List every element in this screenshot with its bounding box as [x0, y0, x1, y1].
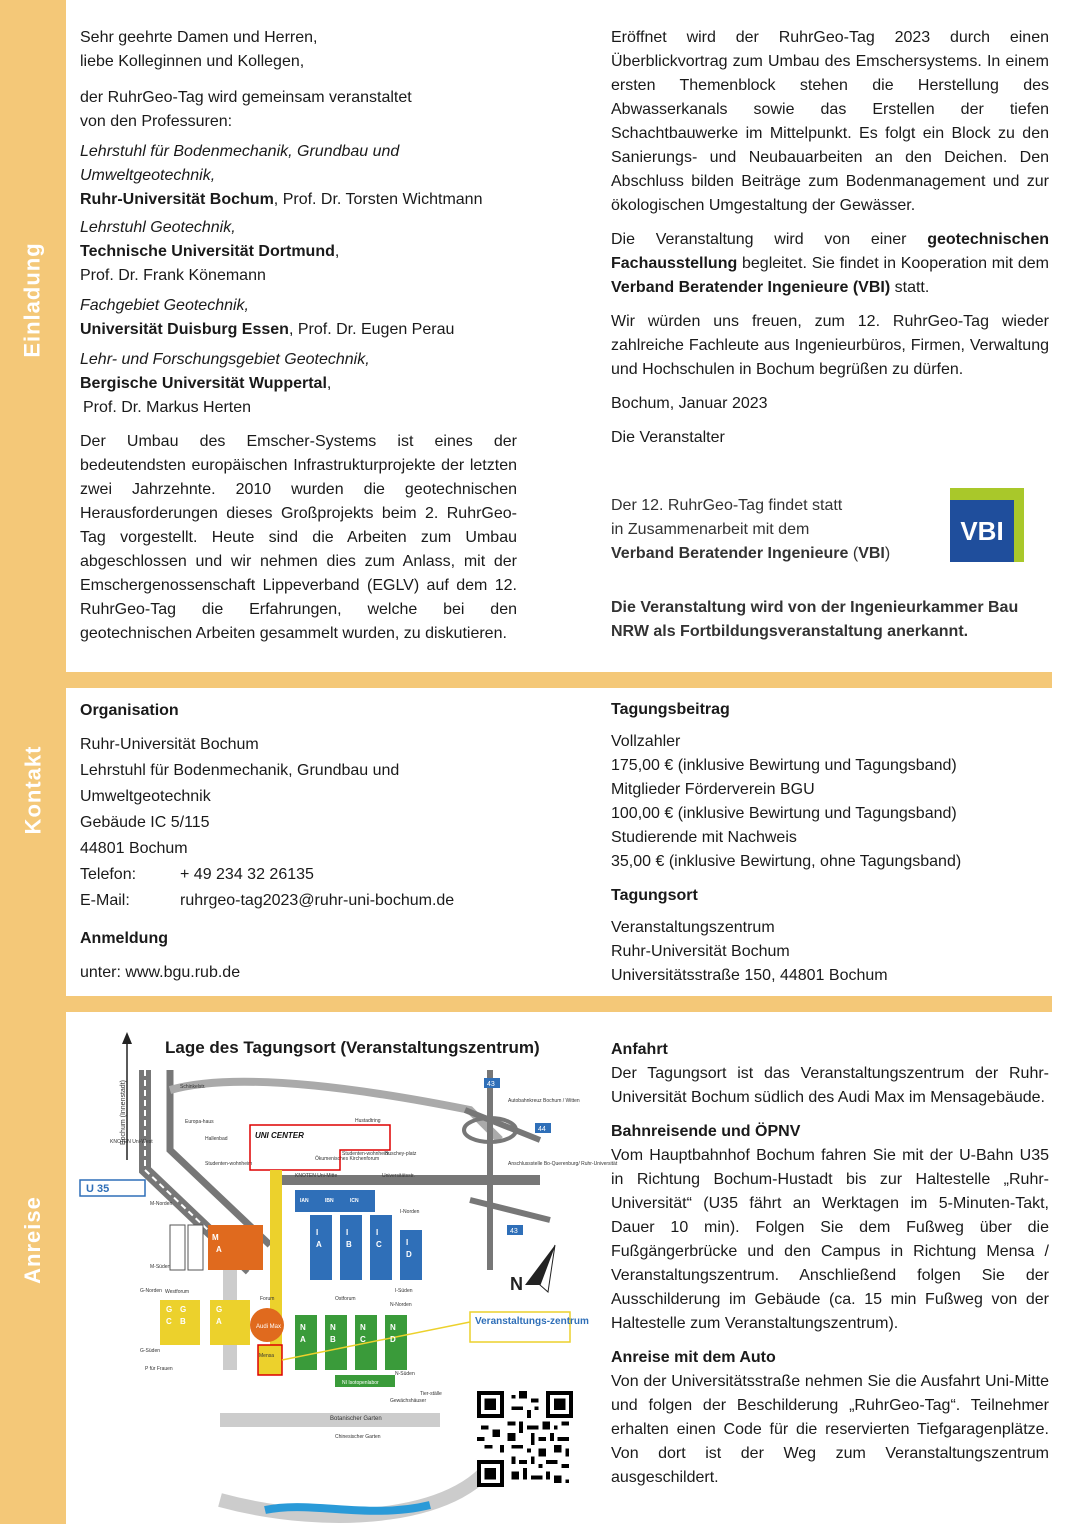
chair-3-uni: Universität Duisburg Essen, Prof. Dr. Eugen Perau [80, 321, 455, 338]
overview-paragraph: Eröffnet wird der RuhrGeo-Tag 2023 durch einen Überblickvortrag zum Umbau des Emschersystems. In einem ersten Themenblock stehen die Herstellung des Abwasserkanals sowie das Erstellen der tiefen Schachtbauwerke im Mittelpunkt. Es folgt ein Block zu den Sanierungs- und Neubauarbeiten an den Deichen. Den Abschluss bilden Beiträge zum Bodenmanagement und zur ökologischen Umgestaltung der Gewässer. [611, 29, 1049, 214]
fee-line-6: 35,00 € (inklusive Bewirtung, ohne Tagungsband) [611, 853, 962, 870]
fee-line-5: Studierende mit Nachweis [611, 829, 797, 846]
venue-line-2: Ruhr-Universität Bochum [611, 943, 790, 960]
map-building-letter: ICN [350, 1198, 359, 1204]
phone-number[interactable]: + 49 234 32 26135 [180, 866, 314, 883]
map-building-letter: I [346, 1228, 349, 1237]
map-isotopenlabor-label: NI Isotopenlabor [342, 1380, 379, 1386]
map-chinesischer-garten: Chinesischer Garten [335, 1434, 381, 1440]
map-p-fuer-frauen: P für Frauen [145, 1366, 173, 1372]
map-uni-center: UNI CENTER [255, 1131, 304, 1140]
map-westforum: Westforum [165, 1289, 190, 1295]
org-line-1: Ruhr-Universität Bochum [80, 736, 259, 753]
map-building-letter: U [174, 1233, 180, 1242]
map-building-letter: I [376, 1228, 379, 1237]
map-building-letter: N [390, 1323, 396, 1332]
greeting-line-2: liebe Kolleginnen und Kollegen, [80, 53, 305, 70]
map-building-letter: M [212, 1233, 219, 1242]
map-studentenwohnheim-2: Studenten-wohnheim [205, 1161, 253, 1167]
exhibition-paragraph: Die Veranstaltung wird von einer geotechnischen Fachausstellung begleitet. Sie findet in Kooperation mit dem Verband Beratender Ingenieure (VBI) statt. [611, 231, 1049, 296]
greeting-line-1: Sehr geehrte Damen und Herren, [80, 29, 318, 46]
section-divider-kontakt [66, 672, 1052, 688]
map-building-letter: C [360, 1335, 366, 1344]
train-text: Vom Hauptbahnhof Bochum fahren Sie mit der U-Bahn U35 in Richtung Bochum-Hustadt bis zur Haltestelle „Ruhr-Universität“ (U35 fährt an Werktagen im 5-Minuten-Takt, Dauer 10 min). Folgen Sie dem Fußweg über die Fußgängerbrücke und den Campus in Richtung Mensa / Veranstaltungszentrum. Anschließend folgen Sie der Ausschilderung im Gebäude (ca. 15 min Fußweg von der Haltestelle zum Veranstaltungszentrum). [611, 1147, 1049, 1332]
map-i-norden: I-Norden [400, 1209, 420, 1215]
map-venue-label: Veranstaltungs-zentrum [475, 1316, 589, 1327]
chair-2: Lehrstuhl Geotechnik, [80, 219, 236, 236]
arrival-text: Der Tagungsort ist das Veranstaltungszentrum der Ruhr-Universität Bochum südlich des Audi Max im Mensagebäude. [611, 1065, 1049, 1106]
chair-4-prof: Prof. Dr. Markus Herten [83, 399, 252, 416]
vbi-cooperation [611, 494, 941, 566]
map-building-letter: C [376, 1240, 382, 1249]
section-label-kontakt: Kontakt [20, 745, 46, 835]
car-text: Von der Universitätsstraße nehmen Sie die Ausfahrt Uni-Mitte und folgen der Beschilderung „RuhrGeo-Tag“. Teilnehmer erhalten einen Code für die reservierten Tiefgaragenplätze. Von dort ist der Weg zum Veranstaltungszentrum ausgeschildert. [611, 1373, 1049, 1486]
chair-3: Fachgebiet Geotechnik, [80, 297, 249, 314]
map-north-label: N [510, 1274, 523, 1294]
map-street-left: Bochum (Innenstadt) [120, 1080, 127, 1145]
section-label-anreise: Anreise [20, 1196, 45, 1284]
map-knoten-west: KNOTEN Uni-West [110, 1139, 153, 1145]
phone-row: Telefon: + 49 234 32 26135 [80, 862, 560, 888]
map-building-letter: T [174, 1245, 179, 1254]
arrival-heading: Anfahrt [611, 1041, 668, 1058]
map-knoten-mitte: KNOTEN Uni-Mitte [295, 1173, 338, 1179]
map-g-sueden: G-Süden [140, 1348, 161, 1354]
map-building-na [295, 1315, 317, 1370]
org-line-3: Umweltgeotechnik [80, 788, 211, 805]
map-venue-marker [258, 1345, 282, 1375]
anreise-column [611, 1038, 1049, 1490]
einladung-left-column [80, 26, 517, 646]
vbi-logo: VBI [950, 488, 1024, 562]
fee-block [611, 698, 1056, 988]
org-line-2: Lehrstuhl für Bodenmechanik, Grundbau und [80, 762, 400, 779]
venue-line-3: Universitätsstraße 150, 44801 Bochum [611, 967, 888, 984]
organisation-block [80, 698, 560, 986]
map-audimax-label: Audi Max [256, 1324, 282, 1330]
map-hustadtring: Hustadtring [355, 1118, 381, 1124]
map-mensa: Mensa [259, 1353, 275, 1359]
signature-line: Die Veranstalter [611, 429, 725, 446]
map-lake [265, 1505, 430, 1511]
intro-line-2: von den Professuren: [80, 113, 233, 130]
chair-4-uni: Bergische Universität Wuppertal, [80, 375, 332, 392]
map-building-nb [325, 1315, 347, 1370]
map-building-nd [385, 1315, 407, 1370]
map-title: Lage des Tagungsort (Veranstaltungszentrum) [165, 1038, 540, 1057]
map-ostforum: Ostforum [335, 1296, 356, 1302]
fee-heading: Tagungsbeitrag [611, 701, 730, 718]
einladung-right-column [611, 26, 1049, 450]
map-n-norden-east: N-Norden [390, 1302, 412, 1308]
map-north-arrow [525, 1245, 555, 1285]
map-m-sueden: M-Süden [150, 1264, 171, 1270]
fee-line-3: Mitglieder Förderverein BGU [611, 781, 815, 798]
map-building-letter: B [180, 1317, 186, 1326]
map-n-sueden-east: N-Süden [395, 1371, 415, 1377]
map-forum: Forum [260, 1296, 275, 1302]
map-building-letter: C [166, 1317, 172, 1326]
map-a44: 44 [538, 1126, 546, 1133]
org-line-5: 44801 Bochum [80, 840, 188, 857]
map-g-norden: G-Norden [140, 1288, 162, 1294]
vbi-line-3: Verband Beratender Ingenieure (VBI) [611, 545, 891, 562]
fee-line-4: 100,00 € (inklusive Bewirtung und Tagungsband) [611, 805, 957, 822]
organisation-heading: Organisation [80, 702, 179, 719]
map-road-2 [170, 1070, 270, 1245]
welcome-paragraph: Wir würden uns freuen, zum 12. RuhrGeo-Tag wieder zahlreiche Fachleute aus Ingenieurbüros, Firmen, Verwaltung und Hochschulen in Bochum begrüßen zu dürfen. [611, 313, 1049, 378]
map-building-letter: N [330, 1323, 336, 1332]
map-building-letter: Z [192, 1233, 197, 1242]
map-building-letter: A [216, 1245, 222, 1254]
email-link[interactable]: ruhrgeo-tag2023@ruhr-uni-bochum.de [180, 892, 455, 909]
map-anschlussstelle: Anschlussstelle Bo-Querenburg/ Ruhr-Universität [508, 1161, 618, 1167]
map-building-letter: IBN [325, 1198, 334, 1204]
venue-line-1: Veranstaltungszentrum [611, 919, 775, 936]
map-autobahnkreuz: Autobahnkreuz Bochum / Witten [508, 1098, 580, 1104]
map-building-letter: G [180, 1305, 187, 1314]
map-studentenwohnheim: Studenten-wohnheim [342, 1151, 390, 1157]
registration-link[interactable]: unter: www.bgu.rub.de [80, 964, 241, 981]
train-heading: Bahnreisende und ÖPNV [611, 1123, 801, 1140]
map-m-norden: M-Norden [150, 1201, 173, 1207]
map-building-letter: B [346, 1240, 352, 1249]
map-schinkelstr: Schinkelstr. [180, 1084, 206, 1090]
map-road-hustadtring [170, 1082, 500, 1140]
map-buscheyplatz: Buschey-platz [385, 1151, 417, 1157]
chair-4: Lehr- und Forschungsgebiet Geotechnik, [80, 351, 370, 368]
map-campus-ring [220, 1270, 500, 1516]
section-label-einladung: Einladung [20, 242, 46, 358]
map-u35: U 35 [86, 1183, 110, 1195]
intro-line-1: der RuhrGeo-Tag wird gemeinsam veranstaltet [80, 89, 412, 106]
map-i-sueden: I-Süden [395, 1288, 413, 1294]
chair-1-uni: Ruhr-Universität Bochum, Prof. Dr. Torsten Wichtmann [80, 191, 483, 208]
map-building-letter: IAN [300, 1198, 309, 1204]
map-arrow-head [122, 1032, 132, 1044]
map-building-letter: G [216, 1305, 223, 1314]
map-building-letter: G [166, 1305, 173, 1314]
car-heading: Anreise mit dem Auto [611, 1349, 776, 1366]
recognition-note: Die Veranstaltung wird von der Ingenieurkammer Bau NRW als Fortbildungsveranstaltung anerkannt. [611, 599, 1019, 640]
chair-1: Lehrstuhl für Bodenmechanik, Grundbau und Umweltgeotechnik, [80, 143, 400, 184]
map-a43-bottom: 43 [510, 1228, 518, 1235]
chair-2-prof: Prof. Dr. Frank Könemann [80, 267, 266, 284]
map-a43-top: 43 [487, 1081, 495, 1088]
map-oekumenisches: Ökumenisches Kirchenforum [315, 1156, 380, 1162]
map-building-letter: A [316, 1240, 322, 1249]
map-building-letter: I [316, 1228, 319, 1237]
map-gewaechshaeuser: Gewächshäuser [390, 1398, 427, 1404]
date-line: Bochum, Januar 2023 [611, 395, 768, 412]
map-building-letter: D [406, 1250, 412, 1259]
map-building-letter: N [360, 1323, 366, 1332]
map-building-letter: R [192, 1245, 198, 1254]
map-hallenbad: Hallenbad [205, 1136, 228, 1142]
map-building-letter: D [390, 1335, 396, 1344]
org-line-4: Gebäude IC 5/115 [80, 814, 210, 831]
map-europahaus: Europa-haus [185, 1119, 214, 1125]
venue-heading: Tagungsort [611, 887, 698, 904]
qr-code[interactable] [477, 1391, 573, 1487]
map-building-letter: I [406, 1238, 409, 1247]
map-building-letter: B [330, 1335, 336, 1344]
map-building-letter: C [174, 1257, 180, 1266]
section-divider-anreise [66, 996, 1052, 1012]
emscher-paragraph: Der Umbau des Emscher-Systems ist eines der bedeutendsten europäischen Infrastrukturprojekte der letzten zwei Jahrzehnte. 2010 wurden die geotechnischen Herausforderungen dieses Großprojekts beim 2. RuhrGeo-Tag vorgestellt. Heute sind die Arbeiten zum Umbau abgeschlossen und wir nehmen dies zum Anlass, mit der Emschergenossenschaft Lippeverband (EGLV) auf dem 12. RuhrGeo-Tag die Erfahrungen, welche bei den geotechnischen Arbeiten gesammelt wurden, zu diskutieren. [80, 433, 517, 642]
map-building-letter: A [300, 1335, 306, 1344]
map-building-letter: A [216, 1317, 222, 1326]
map-tierstaelle: Tier-ställe [420, 1391, 442, 1397]
map-building-letter: N [300, 1323, 306, 1332]
map-botanischer-garten: Botanischer Garten [330, 1416, 382, 1422]
map-universitaetsstr: Universitätsstr. [382, 1173, 415, 1179]
email-row: E-Mail: ruhrgeo-tag2023@ruhr-uni-bochum.de [80, 888, 560, 914]
fee-line-1: Vollzahler [611, 733, 681, 750]
registration-heading: Anmeldung [80, 930, 168, 947]
fee-line-2: 175,00 € (inklusive Bewirtung und Tagungsband) [611, 757, 957, 774]
chair-2-uni: Technische Universität Dortmund, [80, 243, 340, 260]
vbi-line-2: in Zusammenarbeit mit dem [611, 521, 810, 538]
vbi-line-1: Der 12. RuhrGeo-Tag findet statt [611, 497, 843, 514]
